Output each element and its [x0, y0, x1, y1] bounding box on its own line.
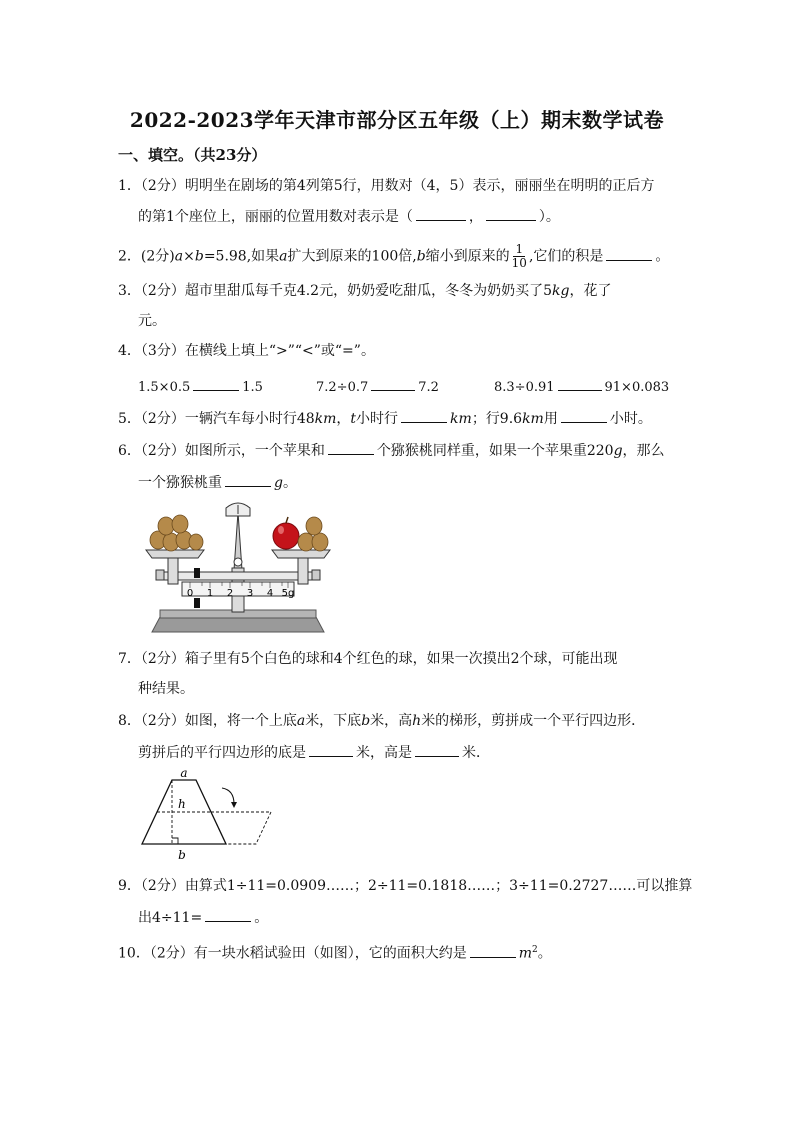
answer-blank[interactable] [225, 472, 271, 487]
answer-blank[interactable] [193, 376, 239, 391]
scale-tick-label: 4 [266, 588, 274, 599]
answer-blank[interactable] [205, 907, 251, 922]
kiwi-fruit-group-right [298, 517, 328, 551]
answer-blank[interactable] [470, 943, 516, 958]
scale-tick-label: 5g [281, 588, 295, 599]
scale-tick-label: 3 [246, 588, 254, 599]
balance-scale-figure [138, 500, 338, 635]
section-heading: 一、填空。（共23分） [118, 146, 267, 164]
answer-blank[interactable] [561, 408, 607, 423]
scale-tick-label: 0 [186, 588, 194, 599]
question-3-line-1: 3．（2分）超市里甜瓜每千克4.2元，奶奶爱吃甜瓜，冬冬为奶奶买了5kg，花了 [118, 283, 612, 299]
compare-item-2: 7.2÷0.7 7.2 [316, 376, 439, 395]
answer-blank[interactable] [415, 742, 459, 757]
label-height: h [178, 797, 186, 811]
question-1-line-2: 的第1个座位上，丽丽的位置用数对表示是（ ， ）。 [138, 206, 560, 227]
cut-piece-outline [211, 812, 271, 844]
question-4: 4．（3分）在横线上填上“>”“<”或“=”。 [118, 343, 375, 359]
kiwi-fruit-group-left [150, 515, 203, 551]
fraction: $\frac{1}{10}$ [511, 242, 527, 270]
rider-weight [194, 568, 200, 578]
question-8-line-1: 8．（2分）如图，将一个上底a米，下底b米，高h米的梯形，剪拼成一个平行四边形． [118, 713, 646, 729]
answer-blank[interactable] [486, 206, 536, 221]
answer-blank[interactable] [606, 246, 652, 261]
question-10: 10．（2分）有一块水稻试验田（如图），它的面积大约是 $m^2$。 [118, 940, 552, 964]
answer-blank[interactable] [309, 742, 353, 757]
question-9-line-2: 出4÷11= 。 [138, 907, 268, 928]
question-8-line-2: 剪拼后的平行四边形的底是 米，高是 米． [138, 742, 490, 763]
question-2: 2．(2分)a×b=5.98,如果a扩大到原来的100倍,b缩小到原来的 $\frac{1}{10}$ ,它们的积是 。 [118, 242, 670, 270]
answer-blank[interactable] [401, 408, 447, 423]
page-title: 2022-2023学年天津市部分区五年级（上）期末数学试卷 [129, 108, 665, 132]
label-bottom-base: b [178, 848, 186, 862]
rider-weight [194, 598, 200, 608]
label-top-base: a [180, 768, 188, 780]
question-9-line-1: 9．（2分）由算式1÷11=0.0909……；2÷11=0.1818……；3÷11=0.2727……可以推算 [118, 878, 693, 894]
answer-blank[interactable] [416, 206, 466, 221]
answer-blank[interactable] [558, 376, 602, 391]
rotate-arrow-icon [222, 788, 234, 804]
question-6-line-1: 6．（2分）如图所示，一个苹果和 个猕猴桃同样重，如果一个苹果重220g，那么 [118, 440, 665, 461]
compare-item-3: 8.3÷0.91 91×0.083 [494, 376, 669, 395]
question-7-line-2: 种结果。 [138, 681, 194, 697]
question-7-line-1: 7．（2分）箱子里有5个白色的球和4个红色的球，如果一次摸出2个球，可能出现 [118, 651, 618, 667]
question-1-line-1: 1．（2分）明明坐在剧场的第4列第5行，用数对（4，5）表示，丽丽坐在明明的正后方 [118, 178, 655, 194]
scale-tick-label: 1 [206, 588, 214, 599]
compare-item-1: 1.5×0.5 1.5 [138, 376, 263, 395]
answer-blank[interactable] [371, 376, 415, 391]
scale-tick-label: 2 [226, 588, 234, 599]
trapezoid-figure [136, 768, 276, 862]
question-5: 5．（2分）一辆汽车每小时行48km，t小时行 km；行9.6km用 小时。 [118, 408, 652, 429]
answer-blank[interactable] [328, 440, 374, 455]
question-6-line-2: 一个猕猴桃重 g。 [138, 472, 297, 493]
question-3-line-2: 元。 [138, 313, 166, 329]
apple-icon [273, 517, 299, 549]
